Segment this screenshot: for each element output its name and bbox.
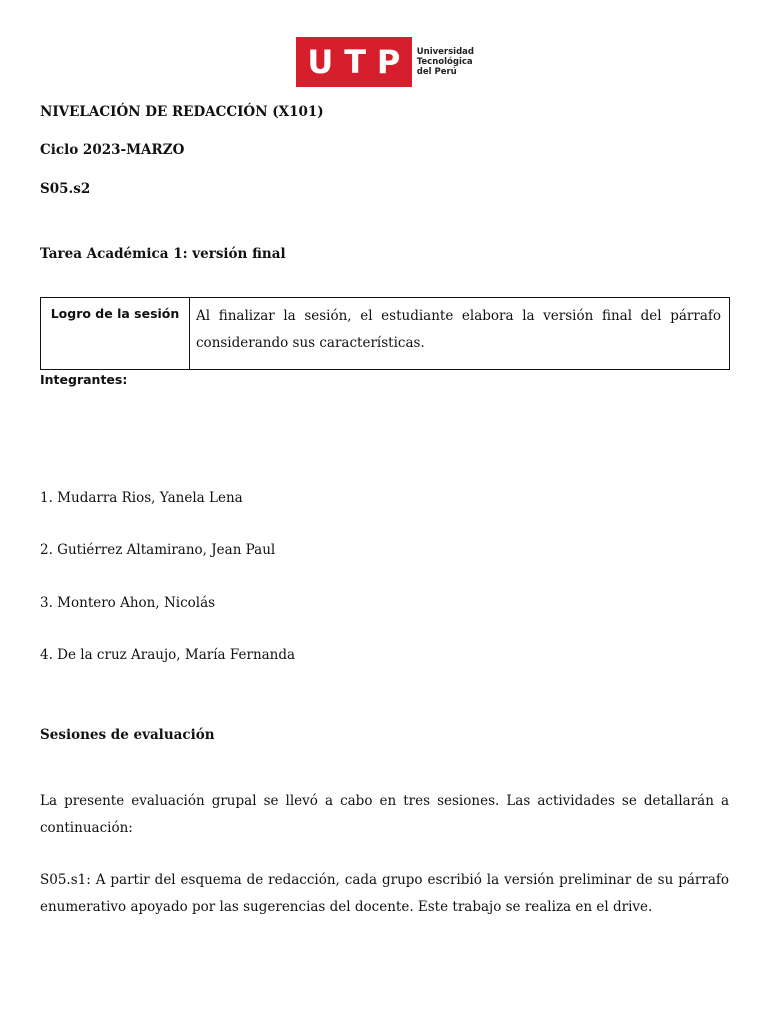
logro-text: Al finalizar la sesión, el estudiante elabora la versión final del párrafo considerando sus características. — [196, 308, 721, 351]
s1-paragraph: S05.s1: A partir del esquema de redacción, cada grupo escribió la versión preliminar de su párrafo enumerativo apoyado por las sugerencias del docente. Este trabajo se realiza en el drive. — [40, 872, 729, 915]
intro-paragraph: La presente evaluación grupal se llevó a cabo en tres sesiones. Las actividades se detallarán a continuación: — [40, 793, 729, 836]
member-item-4: 4. De la cruz Araujo, María Fernanda — [40, 647, 296, 663]
logo-text-line-2: Tecnológica — [416, 57, 473, 67]
course-title: NIVELACIÓN DE REDACCIÓN (X101) — [40, 104, 324, 120]
cycle-label: Ciclo 2023-MARZO — [40, 142, 185, 158]
logro-label: Logro de la sesión — [41, 298, 190, 369]
logo-text — [417, 47, 474, 77]
member-item-2: 2. Gutiérrez Altamirano, Jean Paul — [40, 542, 276, 558]
session-code: S05.s2 — [40, 181, 91, 197]
logo-letter-t: T — [344, 43, 367, 81]
logo-red-block — [296, 37, 412, 87]
members-heading: Integrantes: — [40, 372, 128, 387]
logo-letter-u: U — [307, 43, 334, 81]
logo-text-line-1: Universidad — [416, 47, 474, 57]
member-item-3: 3. Montero Ahon, Nicolás — [40, 595, 216, 611]
member-item-1: 1. Mudarra Rios, Yanela Lena — [40, 490, 243, 506]
sessions-heading: Sesiones de evaluación — [40, 727, 215, 743]
logo-letter-p: P — [376, 43, 401, 81]
logro-table — [40, 297, 730, 370]
utp-logo — [296, 36, 474, 88]
logo-text-line-3: del Perú — [416, 67, 457, 77]
task-title: Tarea Académica 1: versión final — [40, 246, 286, 262]
